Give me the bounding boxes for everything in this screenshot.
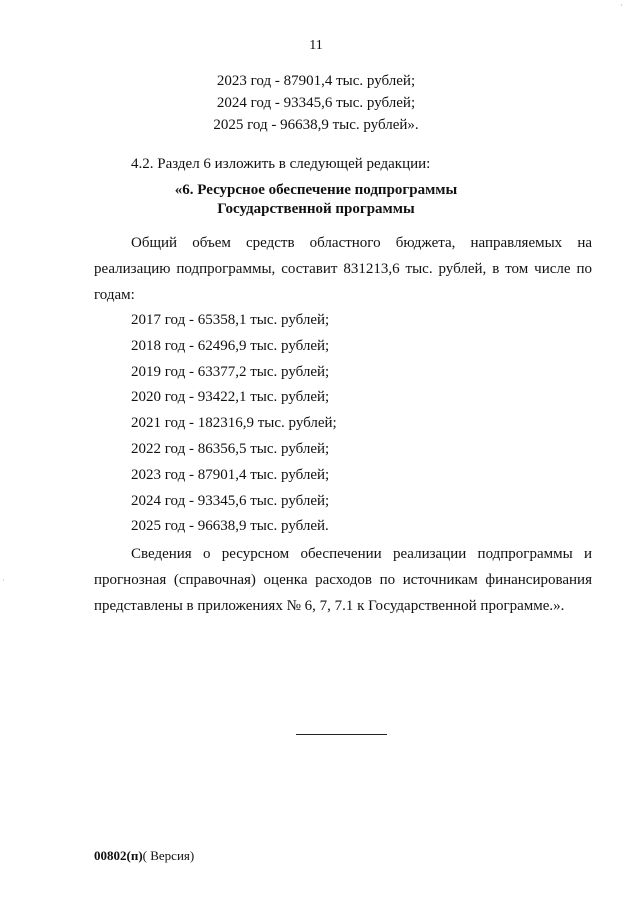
resource-info-paragraph: [94, 541, 592, 619]
page-number: 11: [309, 38, 323, 53]
year-line: 2025 год - 96638,9 тыс. рублей».: [213, 117, 419, 133]
year-funding-item: 2024 год - 93345,6 тыс. рублей;: [131, 492, 330, 509]
scan-mark: ·: [620, 1, 623, 10]
section-title-line-2: Государственной программы: [217, 201, 415, 217]
amendment-instruction: 4.2. Раздел 6 изложить в следующей редакции:: [131, 156, 431, 172]
yearly-funding-list: [131, 308, 337, 540]
section-title-line-1: «6. Ресурсное обеспечение подпрограммы: [174, 182, 458, 198]
year-funding-item: 2020 год - 93422,1 тыс. рублей;: [131, 389, 330, 406]
paragraph-line: годам:: [94, 287, 135, 303]
paragraph-line: прогнозная (справочная) оценка расходов по источникам финансирования: [94, 572, 592, 588]
year-funding-item: 2022 год - 86356,5 тыс. рублей;: [131, 440, 330, 457]
paragraph-line: представлены в приложениях № 6, 7, 7.1 к Государственной программе.».: [94, 598, 565, 614]
section-title: [0, 181, 632, 219]
footer-code: 00802(п): [94, 848, 143, 863]
carried-over-year-list: [0, 70, 632, 136]
footer-version: ( Версия): [142, 848, 195, 863]
year-funding-item: 2025 год - 96638,9 тыс. рублей.: [131, 518, 329, 535]
year-funding-item: 2021 год - 182316,9 тыс. рублей;: [131, 415, 337, 432]
paragraph-line: Общий объем средств областного бюджета, направляемых на: [131, 235, 592, 251]
end-divider: [296, 734, 387, 735]
year-line: 2024 год - 93345,6 тыс. рублей;: [216, 95, 416, 111]
year-line: 2023 год - 87901,4 тыс. рублей;: [216, 73, 416, 89]
year-funding-item: 2017 год - 65358,1 тыс. рублей;: [131, 312, 330, 328]
funding-total-paragraph: [94, 230, 592, 308]
paragraph-line: реализацию подпрограммы, составит 831213,6 тыс. рублей, в том числе по: [94, 261, 592, 277]
footer-document-code: [94, 848, 194, 864]
paragraph-line: Сведения о ресурсном обеспечении реализации подпрограммы и: [131, 546, 592, 562]
year-funding-item: 2019 год - 63377,2 тыс. рублей;: [131, 363, 330, 380]
scan-edge-mark: ·: [2, 576, 5, 585]
year-funding-item: 2023 год - 87901,4 тыс. рублей;: [131, 466, 330, 483]
year-funding-item: 2018 год - 62496,9 тыс. рублей;: [131, 337, 330, 354]
